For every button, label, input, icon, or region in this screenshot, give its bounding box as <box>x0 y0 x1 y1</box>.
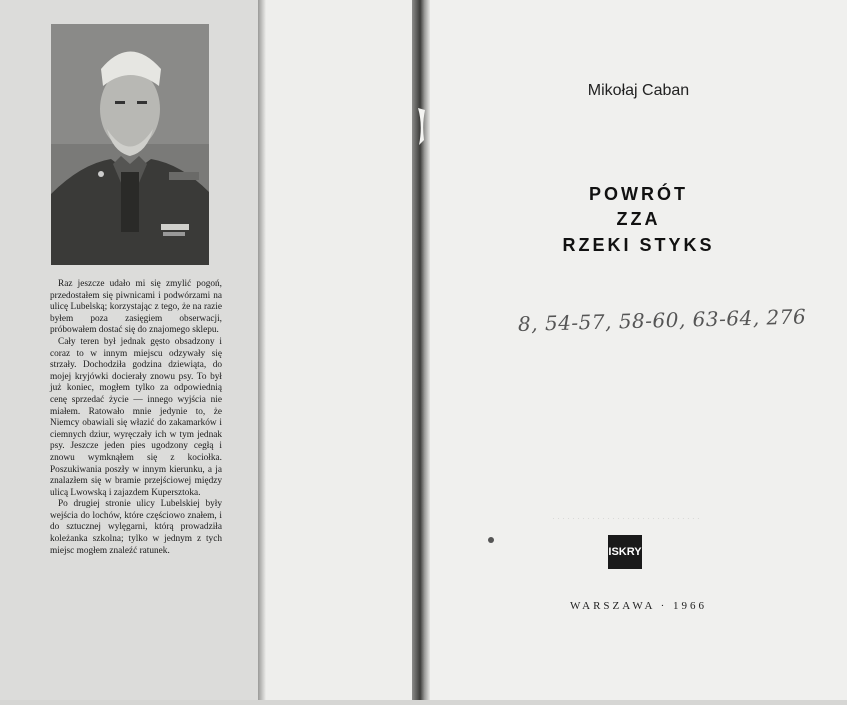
author-photo <box>51 24 209 265</box>
blurb-paragraph: Po drugiej stronie ulicy Lubelskiej były wejścia do lochów, które częściowo znałem, i do sztucznej wylęgarni, którą prowadziła koleżanka szkolna; tylko w jednym z tych miejsc mogłem znaleźć ratunek. <box>50 499 222 556</box>
book-title-line-1: POWRÓT <box>589 184 688 204</box>
publisher-logo: ISKRY <box>608 535 642 569</box>
book-title-line-3: RZEKI STYKS <box>562 235 715 255</box>
blank-endpaper <box>266 0 412 700</box>
title-page <box>430 0 847 700</box>
ink-speck <box>488 537 494 543</box>
imprint-line: WARSZAWA · 1966 <box>569 600 707 612</box>
flap-fold-shadow <box>258 0 266 700</box>
blurb-paragraph: Raz jeszcze udało mi się zmylić pogoń, przedostałem się piwnicami i podwórzami na ulicę Lubelską; korzystając z tego, że na razie byłem poza zasięgiem obserwacji, próbowałem dostać się do znajomego sklepu. <box>50 279 222 336</box>
book-title-line-2: ZZA <box>616 209 661 229</box>
back-cover-blurb <box>50 279 222 557</box>
show-through-text: ······························ <box>550 513 700 523</box>
blurb-paragraph: Cały teren był jednak gęsto obsadzony i coraz to w innym miejscu odzywały się strzały. Dochodziła godzina dziewiąta, do mojej kryjówki docierały znowu psy. To był już koniec, mogłem tylko za odpowiednią cenę sprzedać życie — innego wyjścia nie miałem. Ratowało mnie jedynie to, że Niemcy obawiali się włazić do zakamarków i ciemnych dziur, wyręczały ich w tym jednak psy. Jeszcze jeden pies ugodzony cegłą i znowu wymknąłem się z kociołka. Poszukiwania poszły w innym kierunku, a ja znalazłem się w bramie przejściowej między ulicą Lwowską i zajazdem Kupersztoka. <box>50 336 222 498</box>
author-name: Mikołaj Caban <box>587 82 690 99</box>
book-flap <box>0 0 262 700</box>
handwritten-page-note: 8, 54-57, 58-60, 63-64, 276 <box>517 304 807 336</box>
book-gutter <box>412 0 430 700</box>
